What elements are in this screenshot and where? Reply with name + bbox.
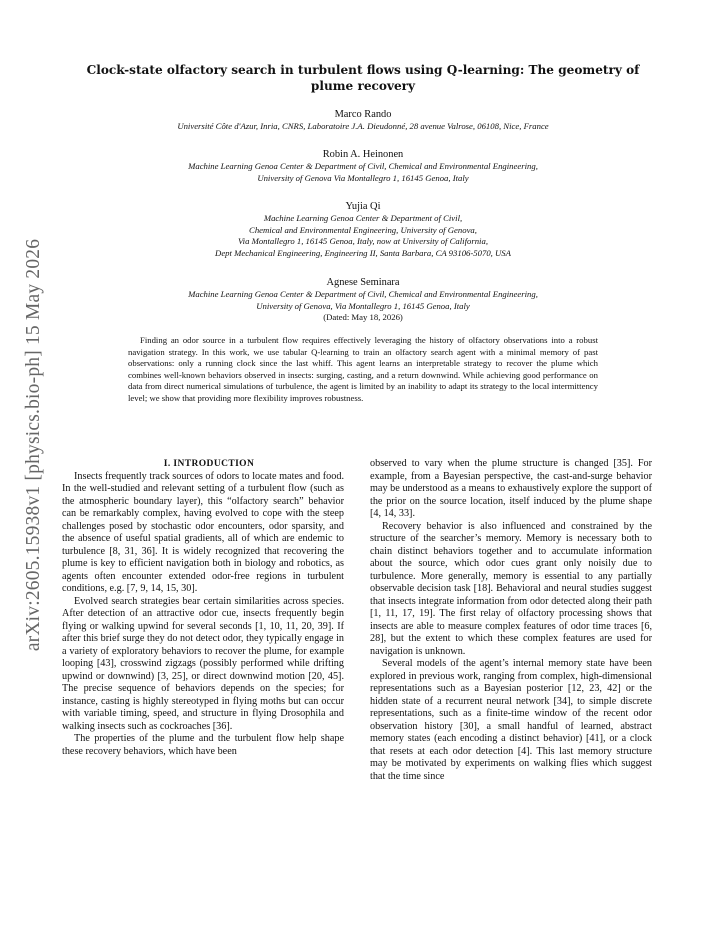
paragraph: Evolved search strategies bear certain similarities across species. After detection of an attractive odor cue, insects frequently begin flying or walking upwind for several seconds [1, 10, 11, 20, 39]. If after this brief surge they do not detect odor, they typically engage in a variety of exploratory behaviors to recover the plume, for example looping [43], crosswind zigzags (possibly performed while drifting upwind or downwind) [3, 25], or direct downwind motion [20, 45]. The precise sequence of behaviors depends on the species; for instance, casting is highly stereotyped in flying moths but can occur with variable timing, speed, and structure in flying Drosophila and walking insects such as cockroaches [36]. xyxy=(62,595,344,732)
author-affiliation: Machine Learning Genoa Center & Department of Civil, xyxy=(263,213,463,223)
arxiv-sidebar xyxy=(14,210,54,680)
author-block-1 xyxy=(70,108,656,133)
author-block-3 xyxy=(70,200,656,260)
date-line: (Dated: May 18, 2026) xyxy=(323,312,403,323)
author-name: Marco Rando xyxy=(334,109,392,120)
section-heading: I. INTRODUCTION xyxy=(163,459,255,469)
paragraph: Several models of the agent’s internal memory state have been explored in previous work, ranging from complex, high-dimensional representations such as a Bayesian posterior [12, 23, 42] or the hidden state of a recurrent neural network [34], to simple discrete representations, such as a finite-time window of the recent odor observation history [30], a small handful of learned, abstract memory states (each encoding a distinct behavior) [41], or a clock that resets at each odor detection [4]. This last memory structure may be motivated by experiments on walking flies which suggest that the time since xyxy=(370,658,652,782)
paragraph: The properties of the plume and the turbulent flow help shape these recovery behaviors, which have been xyxy=(62,733,344,757)
author-name: Agnese Seminara xyxy=(326,277,400,288)
author-affiliation: Machine Learning Genoa Center & Department of Civil, Chemical and Environmental Engineering, xyxy=(188,289,538,299)
left-column xyxy=(62,458,344,758)
author-affiliation: Chemical and Environmental Engineering, University of Genova, xyxy=(249,224,477,235)
author-affiliation: Dept Mechanical Engineering, Engineering II, Santa Barbara, CA 93106-5070, USA xyxy=(215,248,511,259)
arxiv-identifier: arXiv:2605.15938v1 [physics.bio-ph] 15 May 2026 xyxy=(23,238,44,652)
paragraph: Recovery behavior is also influenced and constrained by the structure of the searcher’s memory. Memory is necessary both to chain distinct behaviors together and to accumulate information about the source, which odor cues grant only noisily due to turbulence. More generally, memory is essential to any partially observable decision task [18]. Behavioral and neural studies suggest that insects integrate information from odor detected along their path [1, 11, 17, 19]. The first relay of olfactory processing shows that insects are able to measure complex features of odor time traces [6, 28], but the extent to which these complex features are used for navigation is unknown. xyxy=(370,520,652,657)
paragraph: Insects frequently track sources of odors to locate mates and food. In the well-studied and relevant setting of a turbulent flow (such as the atmospheric boundary layer), this “olfactory search” behavior can be remarkably complex, having evolved to cope with the steep challenges posed by stochastic odor encounters, odor sparsity, and the absence of useful spatial gradients, all of which are endemic to turbulence [8, 31, 36]. It is widely recognized that recovering the plume is key to efficient navigation both in biology and robotics, as agents often encounter extended odor-free regions in turbulent conditions, e.g. [7, 9, 14, 15, 30]. xyxy=(62,470,344,594)
paper-title: Clock-state olfactory search in turbulent flows using Q-learning: The geometry of plume recovery xyxy=(86,63,640,93)
paragraph: observed to vary when the plume structure is changed [35]. For example, from a Bayesian perspective, the cast-and-surge behavior may be understood as a means to exhaustively explore the support of the prior on the source location, itself induced by the plume shape [4, 14, 33]. xyxy=(370,458,652,519)
author-block-4 xyxy=(70,276,656,324)
author-affiliation: Université Côte d'Azur, Inria, CNRS, Laboratoire J.A. Dieudonné, 28 avenue Valrose, 06108, Nice, France xyxy=(177,121,549,131)
author-affiliation: University of Genova, Via Montallegro 1, 16145 Genoa, Italy xyxy=(256,300,470,311)
author-affiliation: Via Montallegro 1, 16145 Genoa, Italy, now at University of California, xyxy=(238,236,488,247)
author-affiliation: University of Genova Via Montallegro 1, 16145 Genoa, Italy xyxy=(257,172,469,183)
abstract: Finding an odor source in a turbulent flow requires effectively leveraging the history of olfactory observations into a robust navigation strategy. In this work, we use tabular Q-learning to train an olfactory search agent with a minimal memory of past observations: only a running clock since the last whiff. This agent learns an interpretable strategy to recover the plume which combines well-known behaviors observed in insects: surging, casting, and a return downwind. While achieving good performance on data from direct numerical simulations of turbulence, the agent is limited by an inability to adapt its strategy to the local intermittency level; we show that providing more flexibility improves robustness. xyxy=(128,335,598,403)
author-name: Yujia Qi xyxy=(345,201,381,212)
author-block-2 xyxy=(70,148,656,184)
author-affiliation: Machine Learning Genoa Center & Department of Civil, Chemical and Environmental Engineering, xyxy=(188,161,538,171)
right-column xyxy=(370,458,652,783)
author-name: Robin A. Heinonen xyxy=(322,149,404,160)
